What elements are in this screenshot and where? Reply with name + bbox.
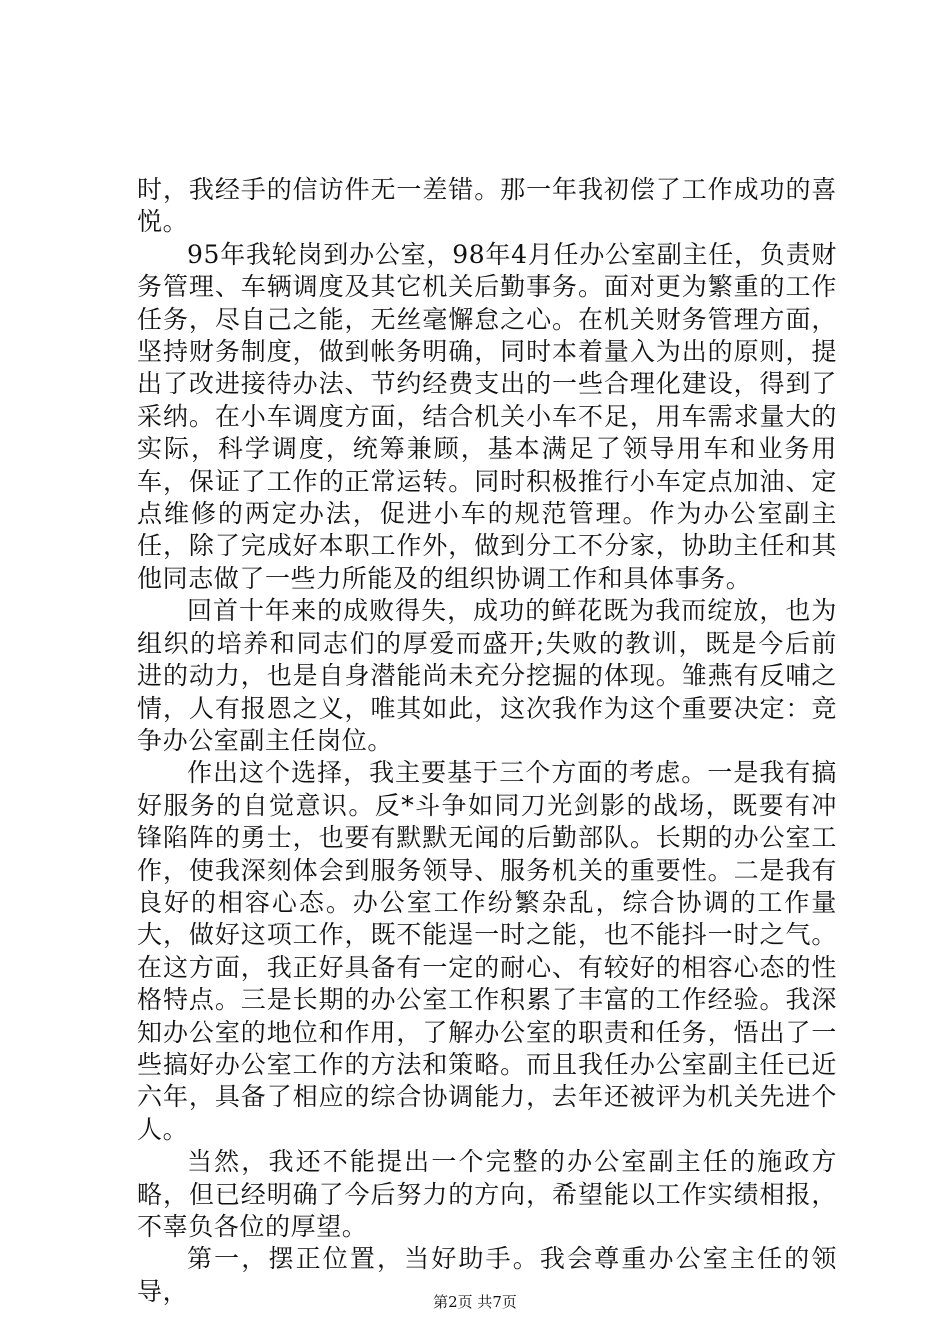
paragraph: 回首十年来的成败得失，成功的鲜花既为我而绽放，也为组织的培养和同志们的厚爱而盛开;失败的教训，既是今后前进的动力，也是自身潜能尚未充分挖掘的体现。雏燕有反哺之情，人有报恩之义，唯其如此，这次我作为这个重要决定：竞争办公室副主任岗位。 <box>137 596 837 755</box>
paragraph: 95年我轮岗到办公室，98年4月任办公室副主任，负责财务管理、车辆调度及其它机关后勤事务。面对更为繁重的工作任务，尽自己之能，无丝毫懈怠之心。在机关财务管理方面，坚持财务制度，做到帐务明确，同时本着量入为出的原则，提出了改进接待办法、节约经费支出的一些合理化建设，得到了采纳。在小车调度方面，结合机关小车不足，用车需求量大的实际，科学调度，统筹兼顾，基本满足了领导用车和业务用车，保证了工作的正常运转。同时积极推行小车定点加油、定点维修的两定办法，促进小车的规范管理。作为办公室副主任，除了完成好本职工作外，做到分工不分家，协助主任和其他同志做了一些力所能及的组织协调工作和具体事务。 <box>137 239 837 593</box>
paragraph: 时，我经手的信访件无一差错。那一年我初偿了工作成功的喜悦。 <box>137 175 837 237</box>
paragraph: 当然，我还不能提出一个完整的办公室副主任的施政方略，但已经明确了今后努力的方向，希望能以工作实绩相报，不辜负各位的厚望。 <box>137 1147 837 1241</box>
paragraph: 作出这个选择，我主要基于三个方面的考虑。一是我有搞好服务的自觉意识。反*斗争如同刀光剑影的战场，既要有冲锋陷阵的勇士，也要有默默无闻的后勤部队。长期的办公室工作，使我深刻体会到服务领导、服务机关的重要性。二是我有良好的相容心态。办公室工作纷繁杂乱，综合协调的工作量大，做好这项工作，既不能逞一时之能，也不能抖一时之气。在这方面，我正好具备有一定的耐心、有较好的相容心态的性格特点。三是长期的办公室工作积累了丰富的工作经验。我深知办公室的地位和作用，了解办公室的职责和任务，悟出了一些搞好办公室工作的方法和策略。而且我任办公室副主任已近六年，具备了相应的综合协调能力，去年还被评为机关先进个人。 <box>137 758 837 1144</box>
paragraph: 第一，摆正位置，当好助手。我会尊重办公室主任的领导， <box>137 1244 837 1306</box>
body-text <box>137 174 837 1308</box>
page-number-footer: 第2页 共7页 <box>433 1293 517 1311</box>
